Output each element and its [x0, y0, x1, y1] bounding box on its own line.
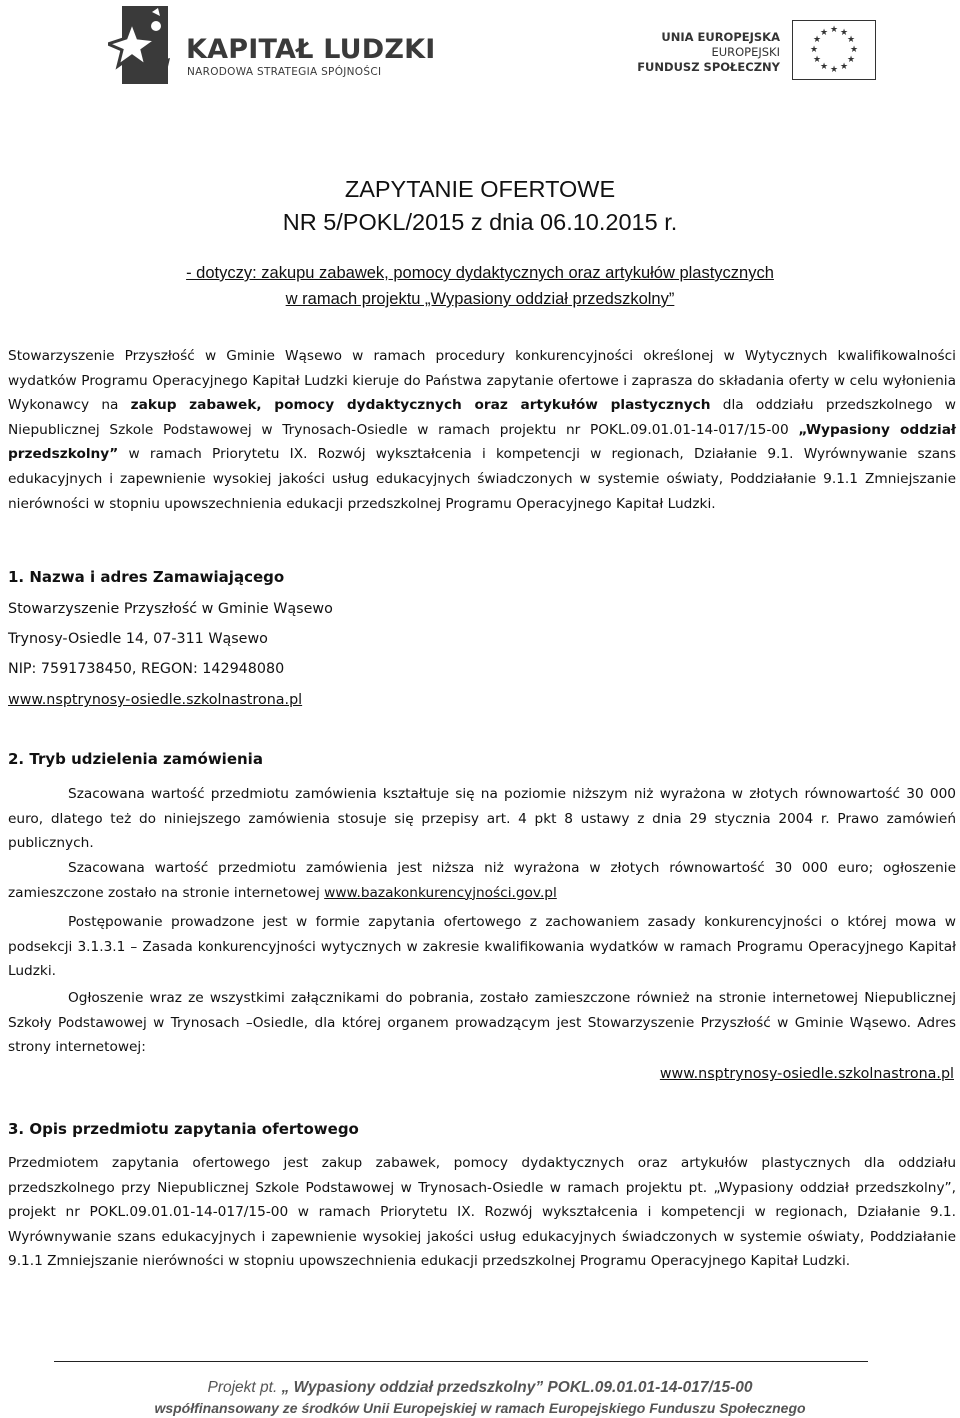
section-3-number: 3. — [8, 1120, 25, 1138]
footer-cofinance-line: współfinansowany ze środków Unii Europejskiej w ramach Europejskiego Funduszu Społecznego — [154, 1400, 806, 1416]
svg-text:★: ★ — [819, 62, 829, 72]
svg-text:★: ★ — [829, 65, 839, 75]
svg-text:★: ★ — [846, 55, 856, 65]
document-title: ZAPYTANIE OFERTOWE — [344, 176, 616, 202]
ue-line-2: EUROPEJSKI — [711, 45, 780, 59]
eu-flag-icon — [792, 20, 876, 80]
section-3-title: Opis przedmiotu zapytania ofertowego — [29, 1120, 359, 1138]
section-2-heading — [8, 750, 263, 768]
ue-line-1: UNIA EUROPEJSKA — [661, 30, 780, 44]
section-2-paragraph-4: Ogłoszenie wraz ze wszystkimi załącznikami do pobrania, zostało zamieszczone również na stronie internetowej Niepublicznej Szkoły Podstawowej w Trynosach –Osiedle, dla której organem prowadzącym jest Stowarzyszenie Przyszłość w Gminie Wąsewo. Adres strony internetowej: — [8, 990, 956, 1056]
section-3-paragraph: Przedmiotem zapytania ofertowego jest zakup zabawek, pomocy dydaktycznych oraz artykułów plastycznych dla oddziału przedszkolnego przy Niepublicznej Szkole Podstawowej w Trynosach-Osiedle w ramach projektu pt. „Wypasiony oddział przedszkolny”, projekt nr POKL.09.01.01-14-017/15-00 w ramach Priorytetu IX. Rozwój wykształcenia i kompetencji w regionach, Działanie 9.1. Wyrównywanie szans edukacyjnych i zapewnienie wysokiej jakości usług edukacyjnych świadczonych w systemie oświaty, Poddziałanie 9.1.1 Zmniejszanie nierówności w stopniu upowszechnienia edukacji przedszkolnej Programu Operacyjnego Kapitał Ludzki. — [8, 1155, 956, 1270]
section-1-title: Nazwa i adres Zamawiającego — [29, 568, 285, 586]
section-1-heading — [8, 568, 284, 586]
section-2-paragraph-3: Postępowanie prowadzone jest w formie zapytania ofertowego z zachowaniem zasady konkurencyjności o której mowa w podsekcji 3.1.3.1 – Zasada konkurencyjności wytycznych w zakresie kwalifikowania wydatków w ramach Programu Operacyjnego Kapitał Ludzki. — [8, 914, 956, 980]
footer-prefix: Projekt pt. — [207, 1379, 282, 1396]
svg-text:★: ★ — [809, 45, 819, 55]
svg-text:★: ★ — [829, 25, 839, 35]
eu-text-block — [620, 30, 780, 75]
ue-line-3: FUNDUSZ SPOŁECZNY — [637, 60, 780, 74]
section-2-paragraph-1: Szacowana wartość przedmiotu zamówienia kształtuje się na poziomie niższym niż wyrażona w złotych równowartość 30 000 euro, dlatego też do niniejszego zamówienia stosuje się przepisy art. 4 pkt 8 ustawy z dnia 29 stycznia 2004 r. Prawo zamówień publicznych. — [8, 786, 956, 852]
svg-text:★: ★ — [846, 35, 856, 45]
intro-bold-2: „Wypasiony oddział przedszkolny” — [8, 421, 957, 463]
section-2-number: 2. — [8, 750, 25, 768]
bazakonkurencyjnosci-link[interactable]: www.bazakonkurencyjności.gov.pl — [324, 884, 557, 901]
svg-text:★: ★ — [839, 62, 849, 72]
svg-text:★: ★ — [819, 28, 829, 38]
intro-text-2: dla oddziału przedszkolnego w Niepublicznej Szkole Podstawowej w Trynosach-Osiedle w ramach projektu nr POKL.09.01.01-14-017/15-00 — [8, 397, 956, 438]
section-3-heading — [8, 1120, 359, 1138]
subject-line-2: w ramach projektu „Wypasiony oddział przedszkolny” — [285, 290, 675, 308]
kl-logo-title: KAPITAŁ LUDZKI — [186, 34, 436, 65]
kapital-ludzki-logo-icon — [108, 4, 188, 88]
svg-text:★: ★ — [812, 55, 822, 65]
section-2-paragraph-2 — [8, 856, 956, 905]
school-website-row — [660, 1066, 954, 1082]
intro-text-3: w ramach Priorytetu IX. Rozwój wykształcenia i kompetencji w regionach, Działanie 9.1. Wyrównywanie szans edukacyjnych i zapewnienie wysokiej jakości usług edukacyjnych świadczonych w systemie oświaty, Poddziałanie 9.1.1 Zmniejszanie nierówności w stopniu upowszechnienia edukacji przedszkolnej Programu Operacyjnego Kapitał Ludzki. — [8, 446, 956, 512]
section-2-title: Tryb udzielenia zamówienia — [29, 750, 263, 768]
kapital-ludzki-logo — [108, 4, 436, 90]
orderer-ids: NIP: 7591738450, REGON: 142948080 — [8, 661, 285, 677]
eu-flag — [792, 20, 876, 80]
intro-text-1: Stowarzyszenie Przyszłość w Gminie Wąsewo w ramach procedury konkurencyjności określonej w Wytycznych kwalifikowalności wydatków Programu Operacyjnego Kapitał Ludzki kieruje do Państwa zapytanie ofertowe i zaprasza do składania oferty w celu wyłonienia Wykonawcy na — [8, 348, 956, 414]
orderer-name: Stowarzyszenie Przyszłość w Gminie Wąsewo — [8, 601, 333, 617]
section-2-p2-text: Szacowana wartość przedmiotu zamówienia jest niższa niż wyrażona w złotych równowartość 30 000 euro; ogłoszenie zamieszczone zostało na stronie internetowej — [8, 860, 956, 901]
subject-line-1: - dotyczy: zakupu zabawek, pomocy dydaktycznych oraz artykułów plastycznych — [186, 264, 774, 282]
document-number: NR 5/POKL/2015 z dnia 06.10.2015 r. — [282, 209, 678, 235]
svg-text:★: ★ — [812, 35, 822, 45]
orderer-address: Trynosy-Osiedle 14, 07-311 Wąsewo — [8, 631, 268, 647]
orderer-website-row — [8, 692, 302, 708]
footer-project-line — [0, 1379, 960, 1397]
svg-text:★: ★ — [849, 45, 859, 55]
intro-bold-1: zakup zabawek, pomocy dydaktycznych oraz artykułów plastycznych — [130, 397, 711, 414]
footer-project: „ Wypasiony oddział przedszkolny” POKL.09.01.01-14-017/15-00 — [281, 1379, 753, 1396]
svg-text:★: ★ — [839, 28, 849, 38]
kl-logo-subtitle: NARODOWA STRATEGIA SPÓJNOŚCI — [187, 66, 382, 78]
footer-divider — [54, 1361, 868, 1362]
intro-paragraph — [8, 344, 956, 516]
school-website-link[interactable]: www.nsptrynosy-osiedle.szkolnastrona.pl — [659, 1066, 954, 1082]
orderer-website-link[interactable]: www.nsptrynosy-osiedle.szkolnastrona.pl — [8, 692, 303, 708]
section-1-number: 1. — [8, 568, 25, 586]
